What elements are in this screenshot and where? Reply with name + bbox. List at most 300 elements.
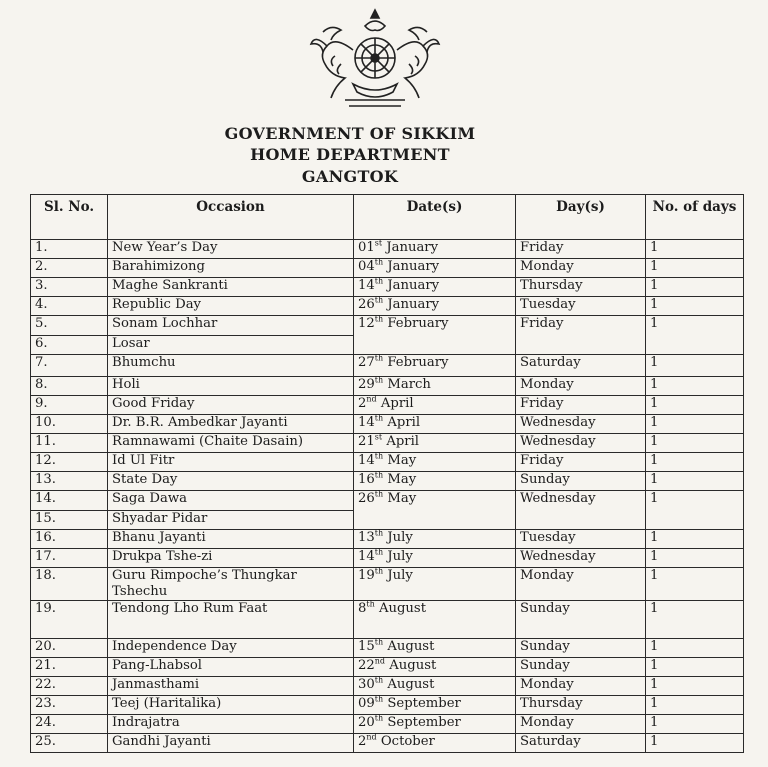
day-text: Wednesday [520,549,596,564]
day-text: Wednesday [520,491,596,506]
cell-occasion [108,677,354,696]
sl-no-text: 21. [35,658,56,673]
table-row [31,377,744,396]
table-row [31,549,744,568]
holidays-table [30,194,744,753]
cell-occasion [108,453,354,472]
cell-day [516,453,646,472]
cell-occasion [108,259,354,278]
cell-no-of-days [646,677,744,696]
cell-date [354,316,516,355]
table-row [31,453,744,472]
cell-no-of-days [646,278,744,297]
occasion-text: Barahimizong [112,259,205,274]
cell-occasion [108,658,354,677]
table-header-row [31,195,744,240]
cell-no-of-days [646,415,744,434]
no-of-days-text: 1 [650,530,659,545]
sl-no-text: 16. [35,530,56,545]
day-text: Sunday [520,472,570,487]
cell-day [516,278,646,297]
table-row [31,530,744,549]
occasion-text: Id Ul Fitr [112,453,175,468]
no-of-days-text: 1 [650,601,659,616]
cell-day [516,434,646,453]
table-row [31,639,744,658]
day-text: Sunday [520,639,570,654]
table-row [31,472,744,491]
cell-day [516,549,646,568]
date-month: January [387,297,440,312]
no-of-days-text: 1 [650,377,659,392]
date-month: April [380,396,414,411]
occasion-text: Shyadar Pidar [112,511,208,526]
day-text: Monday [520,259,574,274]
table-row [31,696,744,715]
cell-sl-no [31,415,108,434]
table-row [31,259,744,278]
cell-no-of-days [646,734,744,753]
no-of-days-text: 1 [650,240,659,255]
date-month: April [387,415,421,430]
occasion-text: Republic Day [112,297,202,312]
cell-date [354,734,516,753]
cell-date [354,696,516,715]
sl-no-text: 14. [35,491,56,506]
date-suffix: th [374,489,384,499]
date-suffix: th [374,547,384,557]
date-day: 22 [358,658,375,673]
no-of-days-text: 1 [650,696,659,711]
cell-date [354,377,516,396]
no-of-days-text: 1 [650,415,659,430]
sl-no-text: 4. [35,297,48,312]
day-text: Sunday [520,601,570,616]
date-month: May [387,472,417,487]
cell-occasion [108,549,354,568]
cell-date [354,472,516,491]
header-city: GANGTOK [301,167,399,186]
sl-no-text: 8. [35,377,48,392]
no-of-days-text: 1 [650,472,659,487]
cell-occasion [108,415,354,434]
date-month: August [389,658,437,673]
date-day: 27 [358,355,375,370]
day-text: Friday [520,316,564,331]
cell-no-of-days [646,658,744,677]
occasion-text: Sonam Lochhar [112,316,218,331]
date-suffix: th [374,528,384,538]
cell-no-of-days [646,568,744,601]
date-month: September [387,715,461,730]
occasion-text: Good Friday [112,396,195,411]
date-day: 13 [358,530,375,545]
no-of-days-text: 1 [650,549,659,564]
date-month: August [387,639,435,654]
cell-occasion [108,278,354,297]
cell-no-of-days [646,549,744,568]
occasion-text: Drukpa Tshe-zi [112,549,213,564]
no-of-days-text: 1 [650,434,659,449]
sl-no-text: 18. [35,568,56,583]
cell-sl-no [31,240,108,259]
column-header-dates: Date(s) [354,195,516,240]
occasion-text: Gandhi Jayanti [112,734,211,749]
day-text: Thursday [520,696,583,711]
cell-day [516,677,646,696]
date-month: July [387,530,413,545]
table-row [31,734,744,753]
cell-sl-no [31,472,108,491]
cell-no-of-days [646,355,744,377]
cell-date [354,453,516,472]
day-text: Wednesday [520,434,596,449]
table-row [31,677,744,696]
sl-no-text: 23. [35,696,56,711]
cell-date [354,491,516,530]
day-text: Saturday [520,355,581,370]
cell-day [516,715,646,734]
cell-date [354,639,516,658]
column-header-days: Day(s) [516,195,646,240]
date-suffix: th [374,694,384,704]
sl-no-text: 19. [35,601,56,616]
sl-no-text: 2. [35,259,48,274]
cell-no-of-days [646,240,744,259]
date-day: 09 [358,696,375,711]
date-suffix: th [374,713,384,723]
date-suffix: th [374,413,384,423]
table-row [31,415,744,434]
cell-sl-no [31,259,108,278]
sl-no-text: 15. [35,511,56,526]
no-of-days-text: 1 [650,396,659,411]
cell-sl-no [31,734,108,753]
cell-date [354,434,516,453]
cell-sl-no [31,316,108,336]
cell-day [516,639,646,658]
sl-no-text: 6. [35,336,48,351]
no-of-days-text: 1 [650,568,659,583]
cell-day [516,696,646,715]
column-header-occasion: Occasion [108,195,354,240]
cell-date [354,658,516,677]
cell-sl-no [31,453,108,472]
date-day: 2 [358,396,367,411]
cell-day [516,396,646,415]
cell-day [516,316,646,355]
cell-no-of-days [646,453,744,472]
cell-no-of-days [646,434,744,453]
cell-sl-no [31,396,108,415]
date-suffix: th [374,314,384,324]
date-suffix: th [374,637,384,647]
table-row [31,601,744,639]
date-month: September [387,696,461,711]
occasion-text: Holi [112,377,140,392]
table-row [31,240,744,259]
cell-date [354,355,516,377]
cell-date [354,715,516,734]
cell-occasion [108,377,354,396]
table-row [31,658,744,677]
date-suffix: th [374,566,384,576]
cell-day [516,259,646,278]
table-row [31,434,744,453]
cell-sl-no [31,658,108,677]
occasion-text: State Day [112,472,178,487]
cell-date [354,259,516,278]
sl-no-text: 12. [35,453,56,468]
cell-no-of-days [646,696,744,715]
cell-occasion [108,297,354,316]
cell-day [516,601,646,639]
cell-occasion [108,355,354,377]
date-day: 04 [358,259,375,274]
date-suffix: nd [374,656,386,666]
table-row [31,278,744,297]
date-day: 15 [358,639,375,654]
date-day: 2 [358,734,367,749]
cell-no-of-days [646,472,744,491]
sl-no-text: 25. [35,734,56,749]
cell-occasion [108,316,354,336]
header-department: HOME DEPARTMENT [250,145,450,164]
cell-day [516,297,646,316]
cell-occasion [108,530,354,549]
date-suffix: th [374,257,384,267]
date-day: 14 [358,278,375,293]
cell-no-of-days [646,396,744,415]
cell-sl-no [31,377,108,396]
cell-occasion [108,639,354,658]
cell-sl-no [31,677,108,696]
occasion-text: Bhanu Jayanti [112,530,206,545]
header-government: GOVERNMENT OF SIKKIM [224,124,476,143]
cell-date [354,240,516,259]
date-month: January [386,240,439,255]
day-text: Saturday [520,734,581,749]
cell-day [516,568,646,601]
table-row [31,355,744,377]
occasion-text: Tendong Lho Rum Faat [112,601,268,616]
day-text: Monday [520,677,574,692]
cell-occasion [108,396,354,415]
date-day: 16 [358,472,375,487]
cell-occasion [108,511,354,530]
date-month: May [387,491,417,506]
cell-no-of-days [646,715,744,734]
cell-occasion [108,434,354,453]
cell-day [516,491,646,530]
day-text: Sunday [520,658,570,673]
date-suffix: nd [366,732,377,742]
date-month: March [387,377,431,392]
no-of-days-text: 1 [650,491,659,506]
table-row [31,396,744,415]
sl-no-text: 7. [35,355,48,370]
day-text: Wednesday [520,415,596,430]
occasion-text: Pang-Lhabsol [112,658,203,673]
date-month: July [387,568,413,583]
cell-occasion [108,491,354,511]
no-of-days-text: 1 [650,278,659,293]
table-row [31,715,744,734]
date-suffix: nd [366,394,377,404]
column-header-sl: Sl. No. [31,195,108,240]
cell-occasion [108,336,354,355]
date-suffix: th [374,375,384,385]
cell-occasion [108,715,354,734]
cell-sl-no [31,511,108,530]
cell-date [354,396,516,415]
day-text: Monday [520,715,574,730]
table-body [31,240,744,753]
date-suffix: st [374,432,383,442]
table-row [31,297,744,316]
table-row [31,568,744,601]
cell-sl-no [31,491,108,511]
occasion-text: Guru Rimpoche’s Thungkar [112,568,297,583]
cell-occasion [108,240,354,259]
occasion-text: Indrajatra [112,715,180,730]
occasion-text: Saga Dawa [112,491,187,506]
day-text: Monday [520,568,574,583]
cell-day [516,415,646,434]
date-suffix: th [374,295,384,305]
date-month: August [378,601,426,616]
cell-sl-no [31,355,108,377]
cell-occasion [108,696,354,715]
sl-no-text: 13. [35,472,56,487]
occasion-text: Independence Day [112,639,237,654]
occasion-text: Teej (Haritalika) [112,696,222,711]
cell-occasion [108,568,354,601]
no-of-days-text: 1 [650,316,659,331]
cell-no-of-days [646,377,744,396]
no-of-days-text: 1 [650,355,659,370]
sl-no-text: 22. [35,677,56,692]
sl-no-text: 24. [35,715,56,730]
cell-no-of-days [646,530,744,549]
date-month: January [387,278,440,293]
cell-date [354,677,516,696]
date-day: 12 [358,316,375,331]
date-day: 26 [358,297,375,312]
cell-day [516,530,646,549]
date-day: 14 [358,415,375,430]
date-day: 14 [358,453,375,468]
occasion-text: Ramnawami (Chaite Dasain) [112,434,304,449]
occasion-text: Janmasthami [112,677,200,692]
cell-occasion [108,601,354,639]
sl-no-text: 1. [35,240,48,255]
date-suffix: th [374,451,384,461]
cell-sl-no [31,549,108,568]
date-day: 29 [358,377,375,392]
cell-date [354,549,516,568]
cell-day [516,472,646,491]
date-suffix: th [374,470,384,480]
cell-sl-no [31,278,108,297]
date-day: 14 [358,549,375,564]
date-day: 26 [358,491,375,506]
date-day: 30 [358,677,375,692]
day-text: Thursday [520,278,583,293]
no-of-days-text: 1 [650,677,659,692]
cell-no-of-days [646,639,744,658]
cell-day [516,355,646,377]
cell-sl-no [31,434,108,453]
day-text: Friday [520,396,564,411]
cell-sl-no [31,297,108,316]
cell-date [354,297,516,316]
cell-date [354,568,516,601]
occasion-text-line2: Tshechu [112,584,168,599]
cell-day [516,658,646,677]
date-day: 20 [358,715,375,730]
date-day: 19 [358,568,375,583]
date-day: 21 [358,434,375,449]
cell-sl-no [31,715,108,734]
cell-no-of-days [646,601,744,639]
date-month: April [386,434,420,449]
day-text: Monday [520,377,574,392]
no-of-days-text: 1 [650,734,659,749]
date-month: August [387,677,435,692]
cell-no-of-days [646,491,744,530]
day-text: Friday [520,240,564,255]
date-month: February [387,355,449,370]
cell-date [354,601,516,639]
day-text: Friday [520,453,564,468]
sl-no-text: 11. [35,434,56,449]
occasion-text: New Year’s Day [112,240,218,255]
sl-no-text: 20. [35,639,56,654]
cell-date [354,530,516,549]
date-suffix: th [366,599,375,609]
date-month: July [387,549,413,564]
cell-sl-no [31,568,108,601]
no-of-days-text: 1 [650,259,659,274]
sl-no-text: 10. [35,415,56,430]
date-month: October [380,734,435,749]
cell-no-of-days [646,316,744,355]
cell-day [516,377,646,396]
sl-no-text: 9. [35,396,48,411]
no-of-days-text: 1 [650,639,659,654]
date-suffix: st [374,238,383,248]
cell-sl-no [31,639,108,658]
sl-no-text: 3. [35,278,48,293]
no-of-days-text: 1 [650,297,659,312]
date-suffix: th [374,675,384,685]
no-of-days-text: 1 [650,715,659,730]
cell-sl-no [31,530,108,549]
cell-date [354,278,516,297]
occasion-text: Dr. B.R. Ambedkar Jayanti [112,415,288,430]
date-month: February [387,316,449,331]
date-suffix: th [374,353,384,363]
cell-day [516,240,646,259]
occasion-text: Losar [112,336,150,351]
cell-sl-no [31,336,108,355]
column-header-no-of-days: No. of days [646,195,744,240]
cell-sl-no [31,601,108,639]
cell-day [516,734,646,753]
day-text: Tuesday [520,530,576,545]
date-month: January [387,259,440,274]
